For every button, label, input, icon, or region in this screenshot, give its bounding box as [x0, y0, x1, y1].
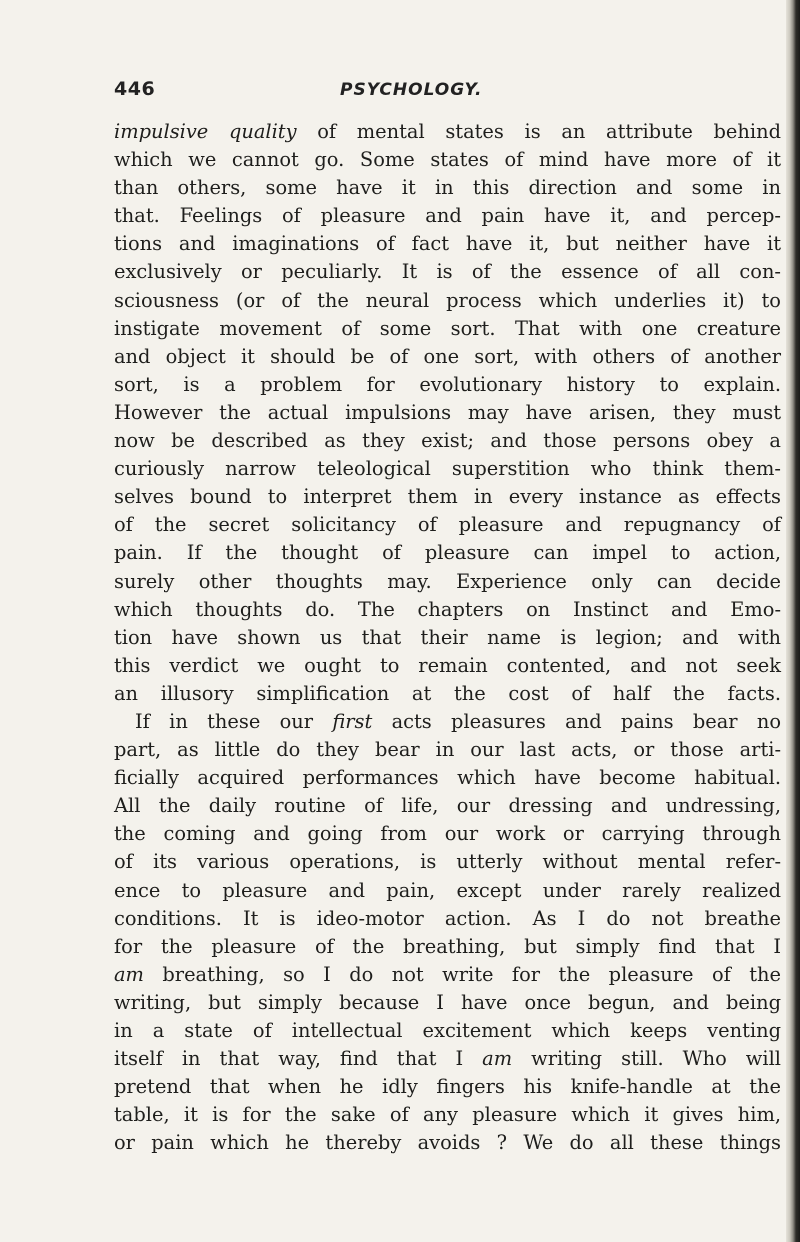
italic-text: am [482, 1047, 513, 1071]
text-line [114, 736, 781, 764]
text-fragment: sciousness (or of the neural process which underlies it) to [114, 288, 781, 312]
text-fragment: All the daily routine of life, our dressing and undressing, [114, 794, 781, 818]
page-number: 446 [114, 78, 156, 100]
text-line [114, 230, 781, 258]
text-line [114, 511, 781, 539]
text-fragment: for the pleasure of the breathing, but simply find that I [114, 934, 781, 958]
text-fragment: pain. If the thought of pleasure can impel to action, [114, 541, 781, 565]
text-line [114, 624, 781, 652]
text-fragment: selves bound to interpret them in every instance as effects [114, 485, 781, 509]
text-line [114, 1017, 781, 1045]
text-line [114, 399, 781, 427]
text-fragment: or pain which he thereby avoids ? We do all these things [114, 1131, 781, 1155]
text-fragment: conditions. It is ideo-motor action. As I do not breathe [114, 906, 781, 930]
text-fragment: of its various operations, is utterly without mental refer- [114, 850, 781, 874]
text-line [114, 258, 781, 286]
text-fragment: an illusory simplification at the cost of half the facts. [114, 681, 781, 705]
text-line [114, 202, 781, 230]
text-line [114, 905, 781, 933]
text-line [114, 455, 781, 483]
text-fragment: this verdict we ought to remain contented, and not seek [114, 653, 781, 677]
text-line [114, 680, 781, 708]
text-fragment: curiously narrow teleological superstition who think them- [114, 457, 781, 481]
text-fragment: acts pleasures and pains bear no [372, 709, 781, 733]
text-fragment: tions and imaginations of fact have it, but neither have it [114, 232, 781, 256]
text-fragment: than others, some have it in this direction and some in [114, 176, 781, 200]
italic-text: am [114, 962, 144, 986]
text-fragment: If in these our [135, 709, 333, 733]
text-line [114, 287, 781, 315]
text-line [114, 427, 781, 455]
text-fragment: table, it is for the sake of any pleasure which it gives him, [114, 1103, 781, 1127]
text-line [114, 371, 781, 399]
text-fragment: and object it should be of one sort, with others of another [114, 344, 781, 368]
italic-text: impulsive quality [114, 120, 297, 143]
text-fragment: However the actual impulsions may have arisen, they must [114, 400, 781, 424]
text-fragment: of mental states is an attribute behind [296, 120, 781, 143]
text-line [114, 877, 781, 905]
text-fragment: which thoughts do. The chapters on Instinct and Emo- [114, 597, 781, 621]
text-line [114, 1073, 781, 1101]
text-fragment: in a state of intellectual excitement which keeps venting [114, 1019, 781, 1042]
text-fragment: ence to pleasure and pain, except under rarely realized [114, 878, 781, 902]
text-line [114, 539, 781, 567]
text-line [114, 820, 781, 848]
text-line [114, 792, 781, 820]
text-fragment: ficially acquired performances which have become habitual. [114, 766, 781, 790]
text-line [114, 933, 781, 961]
text-fragment: exclusively or peculiarly. It is of the essence of all con- [114, 260, 781, 284]
body-text [114, 118, 781, 1157]
italic-text: first [332, 709, 373, 733]
text-fragment: writing, but simply because I have once begun, and being [114, 990, 781, 1014]
text-fragment: now be described as they exist; and those persons obey a [114, 429, 781, 453]
text-fragment: instigate movement of some sort. That with one creature [114, 316, 781, 340]
running-title: PSYCHOLOGY. [340, 80, 483, 100]
text-line [114, 146, 781, 174]
text-line [114, 174, 781, 202]
text-line [114, 596, 781, 624]
page-binding-edge [786, 0, 800, 1242]
text-fragment: that. Feelings of pleasure and pain have it, and percep- [114, 204, 781, 228]
text-fragment: tion have shown us that their name is legion; and with [114, 625, 781, 649]
text-line [114, 343, 781, 371]
text-line [114, 1101, 781, 1129]
text-line [114, 1045, 781, 1073]
text-fragment: the coming and going from our work or carrying through [114, 822, 781, 846]
text-line [114, 848, 781, 876]
text-line [114, 1129, 781, 1157]
text-line [114, 568, 781, 596]
text-fragment: sort, is a problem for evolutionary history to explain. [114, 372, 781, 396]
text-line [114, 764, 781, 792]
text-fragment: breathing, so I do not write for the pleasure of the [143, 962, 781, 986]
text-line [114, 118, 781, 146]
text-fragment: itself in that way, find that I [114, 1047, 483, 1071]
text-line [114, 315, 781, 343]
text-line [114, 961, 781, 989]
page-header [114, 78, 781, 104]
text-line [114, 652, 781, 680]
text-fragment: which we cannot go. Some states of mind have more of it [114, 148, 781, 172]
text-fragment: part, as little do they bear in our last acts, or those arti- [114, 738, 781, 762]
text-fragment: writing still. Who will [512, 1047, 781, 1071]
text-line [114, 989, 781, 1017]
text-fragment: surely other thoughts may. Experience only can decide [114, 569, 781, 593]
text-line [114, 483, 781, 511]
text-line [114, 708, 781, 736]
text-fragment: pretend that when he idly fingers his knife-handle at the [114, 1075, 781, 1099]
text-fragment: of the secret solicitancy of pleasure and repugnancy of [114, 513, 781, 537]
